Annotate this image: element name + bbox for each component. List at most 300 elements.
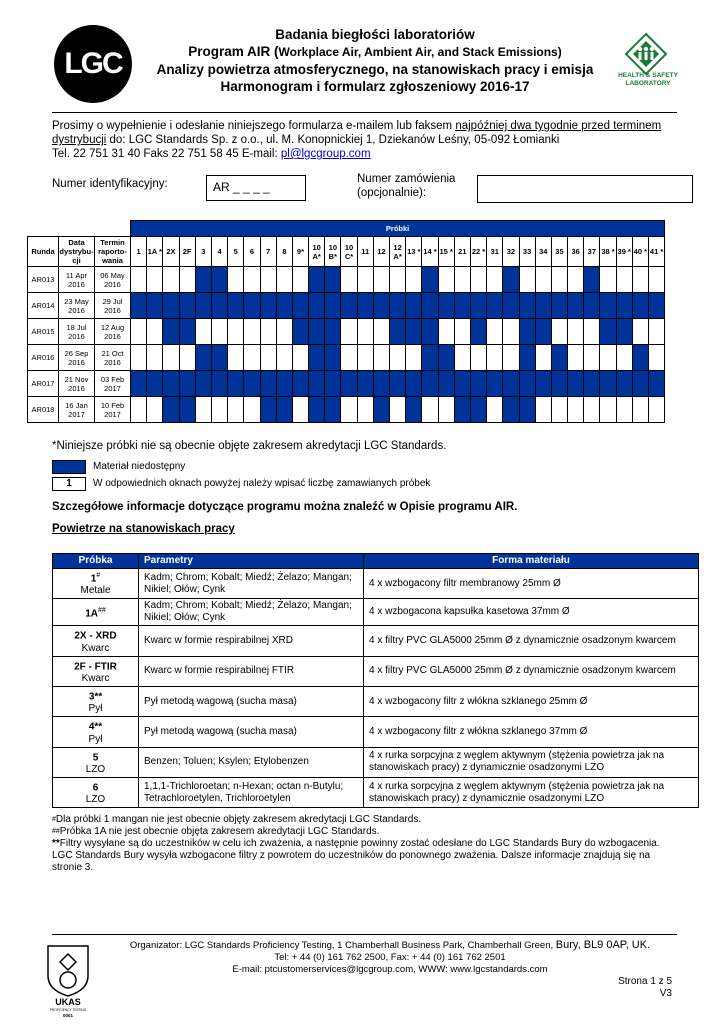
quantity-cell[interactable]	[568, 345, 584, 371]
unavailable-cell	[325, 371, 341, 397]
unavailable-cell	[357, 293, 373, 319]
unavailable-cell	[406, 293, 422, 319]
quantity-cell[interactable]	[600, 267, 616, 293]
quantity-cell[interactable]	[600, 345, 616, 371]
probka-cell: 6 LZO	[53, 777, 139, 807]
ukas-logo	[42, 942, 94, 1018]
unavailable-cell	[422, 267, 438, 293]
schedule-row	[28, 319, 665, 345]
quantity-cell[interactable]	[276, 345, 292, 371]
row-termin: 10 Feb 2017	[95, 397, 131, 423]
unavailable-cell	[211, 371, 227, 397]
quantity-cell[interactable]	[147, 267, 163, 293]
quantity-cell[interactable]	[600, 397, 616, 423]
col-sample: 4	[211, 237, 227, 267]
unavailable-cell	[519, 319, 535, 345]
col-sample: 12	[373, 237, 389, 267]
unavailable-cell	[649, 371, 665, 397]
unavailable-cell	[260, 397, 276, 423]
unavailable-cell	[163, 293, 179, 319]
col-sample: 32	[503, 237, 519, 267]
quantity-cell[interactable]	[341, 397, 357, 423]
unavailable-cell	[600, 319, 616, 345]
order-label: Numer zamówienia (opcjonalnie):	[357, 173, 456, 199]
quantity-cell[interactable]	[503, 345, 519, 371]
schedule-row	[28, 293, 665, 319]
parametry-cell: Pył metodą wagową (sucha masa)	[139, 686, 364, 716]
parameter-row	[53, 717, 699, 747]
unavailable-cell	[535, 319, 551, 345]
quantity-cell[interactable]	[438, 267, 454, 293]
quantity-cell[interactable]	[632, 267, 648, 293]
quantity-cell[interactable]	[438, 319, 454, 345]
unavailable-cell	[519, 371, 535, 397]
svg-text:0001: 0001	[62, 1013, 74, 1018]
quantity-cell[interactable]	[244, 345, 260, 371]
col-sample: 11	[357, 237, 373, 267]
unavailable-cell	[325, 397, 341, 423]
quantity-cell[interactable]	[584, 397, 600, 423]
quantity-cell[interactable]	[616, 345, 632, 371]
quantity-cell[interactable]	[584, 319, 600, 345]
unavailable-cell	[568, 371, 584, 397]
unavailable-cell	[503, 397, 519, 423]
quantity-cell[interactable]	[228, 345, 244, 371]
unavailable-cell	[470, 397, 486, 423]
unavailable-cell	[551, 371, 567, 397]
parametry-cell: Pył metodą wagową (sucha masa)	[139, 717, 364, 747]
footnotes: #Dla próbki 1 mangan nie jest obecnie objęty zakresem akredytacji LGC Standards. ##Próbka 1A nie jest obecnie objęta zakresem akredytacji LGC Standards. **Filtry wysyłane są do uczestników w celu ich zważenia, a następnie powinny zostać odesłane do LGC Standards Bury do wzbogacenia. LGC Standards Bury wysyła wzbogacone filtry z powrotem do uczestników do ponownego zważenia. Dalsze informacje znajdują się na stronie 3.	[52, 814, 660, 873]
order-number-field[interactable]	[477, 175, 693, 203]
quantity-cell[interactable]	[244, 319, 260, 345]
unavailable-cell	[211, 345, 227, 371]
col-sample: 35	[551, 237, 567, 267]
unavailable-cell	[163, 397, 179, 423]
unavailable-cell	[632, 371, 648, 397]
probka-cell: 2X - XRD Kwarc	[53, 626, 139, 656]
col-sample: 10 C*	[341, 237, 357, 267]
quantity-cell[interactable]	[244, 397, 260, 423]
unavailable-cell	[211, 293, 227, 319]
unavailable-cell	[325, 267, 341, 293]
unavailable-cell	[163, 319, 179, 345]
unavailable-cell	[422, 371, 438, 397]
quantity-cell[interactable]	[470, 267, 486, 293]
accreditation-note: *Niniejsze próbki nie są obecnie objęte zakresem akredytacji LGC Standards.	[52, 440, 447, 452]
quantity-cell[interactable]	[487, 267, 503, 293]
unavailable-cell	[616, 319, 632, 345]
quantity-cell[interactable]	[568, 267, 584, 293]
parametry-cell: Benzen; Toluen; Ksylen; Etylobenzen	[139, 747, 364, 777]
schedule-row	[28, 267, 665, 293]
quantity-cell[interactable]	[568, 397, 584, 423]
quantity-cell[interactable]	[228, 319, 244, 345]
col-sample: 9*	[292, 237, 308, 267]
unavailable-cell	[438, 293, 454, 319]
unavailable-cell	[244, 293, 260, 319]
quantity-cell[interactable]	[535, 345, 551, 371]
quantity-cell[interactable]	[228, 397, 244, 423]
quantity-cell[interactable]	[454, 319, 470, 345]
unavailable-cell	[535, 371, 551, 397]
schedule-row	[28, 397, 665, 423]
unavailable-cell	[422, 345, 438, 371]
unavailable-cell	[551, 345, 567, 371]
quantity-cell[interactable]	[341, 345, 357, 371]
col-sample: 1	[131, 237, 147, 267]
col-sample: 36	[568, 237, 584, 267]
forma-cell: 4 x wzbogacona kapsułka kasetowa 37mm Ø	[364, 599, 699, 626]
quantity-cell[interactable]	[649, 397, 665, 423]
quantity-cell[interactable]	[147, 319, 163, 345]
unavailable-cell	[179, 371, 195, 397]
row-runda: AR014	[28, 293, 59, 319]
unavailable-cell	[503, 267, 519, 293]
col-sample: 8	[276, 237, 292, 267]
row-data: 16 Jan 2017	[59, 397, 95, 423]
forma-cell: 4 x filtry PVC GLA5000 25mm Ø z dynamicznie osadzonym kwarcem	[364, 626, 699, 656]
unavailable-cell	[584, 267, 600, 293]
email-link[interactable]: pl@lgcgroup.com	[280, 148, 371, 160]
unavailable-cell	[309, 293, 325, 319]
quantity-cell[interactable]	[292, 397, 308, 423]
unavailable-cell	[584, 293, 600, 319]
parameter-row	[53, 656, 699, 686]
quantity-cell[interactable]	[406, 345, 422, 371]
col-sample: 40 *	[632, 237, 648, 267]
quantity-cell[interactable]	[470, 345, 486, 371]
col-sample: 21	[454, 237, 470, 267]
quantity-cell[interactable]	[535, 397, 551, 423]
unavailable-cell	[211, 267, 227, 293]
row-termin: 21 Oct 2016	[95, 345, 131, 371]
unavailable-cell	[438, 371, 454, 397]
unavailable-cell	[341, 371, 357, 397]
quantity-cell[interactable]	[584, 345, 600, 371]
row-data: 26 Sep 2016	[59, 345, 95, 371]
quantity-cell[interactable]	[649, 345, 665, 371]
parametry-cell: Kadm; Chrom; Kobalt; Miedź; Żelazo; Mangan; Nikiel; Ołów; Cynk	[139, 599, 364, 626]
col-sample: 13 *	[406, 237, 422, 267]
unavailable-cell	[632, 293, 648, 319]
col-sample: 15 *	[438, 237, 454, 267]
unavailable-cell	[503, 293, 519, 319]
row-data: 11 Apr 2016	[59, 267, 95, 293]
col-sample: 31	[487, 237, 503, 267]
quantity-cell[interactable]	[373, 345, 389, 371]
unavailable-cell	[195, 371, 211, 397]
row-termin: 29 Jul 2016	[95, 293, 131, 319]
quantity-cell[interactable]	[179, 345, 195, 371]
unavailable-cell	[341, 293, 357, 319]
quantity-cell[interactable]	[211, 319, 227, 345]
unavailable-cell	[390, 319, 406, 345]
row-data: 21 Nov 2016	[59, 371, 95, 397]
probka-cell: 4** Pył	[53, 717, 139, 747]
quantity-cell[interactable]	[211, 397, 227, 423]
page-number: Strona 1 z 5 V3	[618, 976, 672, 999]
footer-divider	[52, 934, 677, 935]
quantity-cell[interactable]	[131, 319, 147, 345]
unavailable-cell	[163, 371, 179, 397]
unavailable-cell	[147, 293, 163, 319]
col-sample: 33	[519, 237, 535, 267]
unavailable-cell	[406, 397, 422, 423]
quantity-cell[interactable]	[487, 319, 503, 345]
unavailable-cell	[195, 267, 211, 293]
quantity-cell[interactable]	[438, 397, 454, 423]
unavailable-cell	[632, 345, 648, 371]
quantity-cell[interactable]	[632, 397, 648, 423]
col-sample: 41 *	[649, 237, 665, 267]
unavailable-cell	[454, 293, 470, 319]
unavailable-cell	[276, 371, 292, 397]
col-sample: 34	[535, 237, 551, 267]
svg-text:UKAS: UKAS	[55, 997, 81, 1007]
col-runda: Runda	[28, 237, 59, 267]
forma-cell: 4 x rurka sorpcyjna z węglem aktywnym (stężenia powietrza jak na stanowiskach pracy) z dynamicznie osadzonymi LZO	[364, 777, 699, 807]
unavailable-cell	[568, 293, 584, 319]
hsl-logo-text: HEALTH & SAFETY LABORATORY	[618, 72, 678, 87]
legend-unavailable-text: Materiał niedostępny	[93, 461, 186, 472]
unavailable-cell	[406, 319, 422, 345]
forma-cell: 4 x rurka sorpcyjna z węglem aktywnym (stężenia powietrza jak na stanowiskach pracy) z dynamicznie osadzonymi LZO	[364, 747, 699, 777]
probki-header: Próbki	[131, 221, 665, 237]
unavailable-cell	[422, 319, 438, 345]
probka-cell: 1# Metale	[53, 569, 139, 599]
quantity-cell[interactable]	[260, 267, 276, 293]
quantity-cell[interactable]	[390, 267, 406, 293]
unavailable-cell	[228, 293, 244, 319]
unavailable-cell	[470, 371, 486, 397]
page-title: Badania biegłości laboratoriów Program AIR (Workplace Air, Ambient Air, and Stack Emissions) Analizy powietrza atmosferycznego, na stanowiskach pracy i emisja Harmonogram i formularz zgłoszeniowy 2016-17	[156, 27, 594, 94]
unavailable-cell	[309, 397, 325, 423]
unavailable-cell	[292, 319, 308, 345]
quantity-cell[interactable]	[341, 267, 357, 293]
col-sample: 12 A*	[390, 237, 406, 267]
forma-cell: 4 x wzbogacony filtr z włókna szklanego 25mm Ø	[364, 686, 699, 716]
unavailable-cell	[325, 319, 341, 345]
quantity-cell[interactable]	[244, 267, 260, 293]
quantity-cell[interactable]	[260, 345, 276, 371]
legend-unavailable-swatch	[52, 460, 86, 474]
probka-cell: 2F - FTIR Kwarc	[53, 656, 139, 686]
quantity-cell[interactable]	[131, 345, 147, 371]
forma-cell: 4 x wzbogacony filtr membranowy 25mm Ø	[364, 569, 699, 599]
quantity-cell[interactable]	[260, 319, 276, 345]
unavailable-cell	[438, 345, 454, 371]
quantity-cell[interactable]	[357, 345, 373, 371]
row-runda: AR015	[28, 319, 59, 345]
lgc-logo: LGC	[54, 25, 132, 103]
quantity-cell[interactable]	[147, 397, 163, 423]
col-sample: 38 *	[600, 237, 616, 267]
forma-cell: 4 x wzbogacony filtr z włókna szklanego 37mm Ø	[364, 717, 699, 747]
unavailable-cell	[454, 371, 470, 397]
quantity-cell[interactable]	[131, 397, 147, 423]
unavailable-cell	[470, 293, 486, 319]
quantity-cell[interactable]	[276, 319, 292, 345]
col-sample: 22 *	[470, 237, 486, 267]
quantity-cell[interactable]	[373, 267, 389, 293]
quantity-cell[interactable]	[179, 267, 195, 293]
col-sample: 14 *	[422, 237, 438, 267]
unavailable-cell	[390, 293, 406, 319]
col-forma: Forma materiału	[364, 554, 699, 569]
unavailable-cell	[131, 293, 147, 319]
quantity-cell[interactable]	[454, 267, 470, 293]
row-termin: 12 Aug 2016	[95, 319, 131, 345]
quantity-cell[interactable]	[551, 397, 567, 423]
unavailable-cell	[276, 293, 292, 319]
quantity-cell[interactable]	[406, 267, 422, 293]
legend-quantity-text: W odpowiednich oknach powyżej należy wpisać liczbę zamawianych próbek	[93, 478, 431, 489]
unavailable-cell	[373, 371, 389, 397]
unavailable-cell	[600, 293, 616, 319]
unavailable-cell	[519, 397, 535, 423]
section-heading: Powietrze na stanowiskach pracy	[52, 523, 235, 535]
quantity-cell[interactable]	[649, 319, 665, 345]
quantity-cell[interactable]	[228, 267, 244, 293]
more-info-text: Szczegółowe informacje dotyczące programu można znaleźć w Opisie programu AIR.	[52, 501, 518, 513]
quantity-cell[interactable]	[519, 267, 535, 293]
unavailable-cell	[454, 397, 470, 423]
unavailable-cell	[519, 345, 535, 371]
quantity-cell[interactable]	[292, 345, 308, 371]
col-sample: 39 *	[616, 237, 632, 267]
quantity-cell[interactable]	[341, 319, 357, 345]
parameter-row	[53, 569, 699, 599]
row-runda: AR016	[28, 345, 59, 371]
col-sample: 6	[244, 237, 260, 267]
unavailable-cell	[276, 397, 292, 423]
quantity-cell[interactable]	[487, 397, 503, 423]
unavailable-cell	[309, 319, 325, 345]
col-sample: 37	[584, 237, 600, 267]
id-field[interactable]: AR _ _ _ _	[206, 175, 306, 201]
quantity-cell[interactable]	[454, 345, 470, 371]
quantity-cell[interactable]	[357, 267, 373, 293]
quantity-cell[interactable]	[357, 397, 373, 423]
col-sample: 10 B*	[325, 237, 341, 267]
quantity-cell[interactable]	[147, 345, 163, 371]
col-parametry: Parametry	[139, 554, 364, 569]
quantity-cell[interactable]	[390, 345, 406, 371]
header-divider	[52, 112, 677, 113]
quantity-cell[interactable]	[131, 267, 147, 293]
col-sample: 7	[260, 237, 276, 267]
parameter-row	[53, 599, 699, 626]
quantity-cell[interactable]	[292, 267, 308, 293]
unavailable-cell	[244, 371, 260, 397]
unavailable-cell	[179, 397, 195, 423]
quantity-cell[interactable]	[487, 345, 503, 371]
quantity-cell[interactable]	[551, 267, 567, 293]
quantity-cell[interactable]	[649, 267, 665, 293]
unavailable-cell	[325, 293, 341, 319]
unavailable-cell	[600, 371, 616, 397]
probka-cell: 5 LZO	[53, 747, 139, 777]
parameter-row	[53, 686, 699, 716]
unavailable-cell	[309, 371, 325, 397]
row-data: 23 May 2016	[59, 293, 95, 319]
parameter-row	[53, 777, 699, 807]
parameters-table	[52, 553, 699, 808]
quantity-cell[interactable]	[422, 397, 438, 423]
schedule-row	[28, 371, 665, 397]
svg-text:PROFICIENCY TESTING: PROFICIENCY TESTING	[49, 1008, 87, 1012]
unavailable-cell	[649, 293, 665, 319]
unavailable-cell	[503, 371, 519, 397]
unavailable-cell	[292, 371, 308, 397]
quantity-cell[interactable]	[163, 345, 179, 371]
col-sample: 5	[228, 237, 244, 267]
quantity-cell[interactable]	[276, 267, 292, 293]
quantity-cell[interactable]	[195, 397, 211, 423]
unavailable-cell	[325, 345, 341, 371]
unavailable-cell	[260, 293, 276, 319]
col-sample: 2X	[163, 237, 179, 267]
col-termin: Termin raporto-wania	[95, 237, 131, 267]
quantity-cell[interactable]	[551, 319, 567, 345]
unavailable-cell	[179, 293, 195, 319]
quantity-cell[interactable]	[373, 319, 389, 345]
quantity-cell[interactable]	[535, 267, 551, 293]
col-data: Data dystrybu-cji	[59, 238, 94, 265]
unavailable-cell	[357, 371, 373, 397]
quantity-cell[interactable]	[568, 319, 584, 345]
parametry-cell: Kadm; Chrom; Kobalt; Miedź; Żelazo; Mangan; Nikiel; Ołów; Cynk	[139, 569, 364, 599]
quantity-cell[interactable]	[616, 397, 632, 423]
unavailable-cell	[373, 397, 389, 423]
id-label: Numer identyfikacyjny:	[52, 178, 168, 190]
row-termin: 03 Feb 2017	[95, 371, 131, 397]
probka-cell: 3** Pył	[53, 686, 139, 716]
unavailable-cell	[373, 293, 389, 319]
parametry-cell: Kwarc w formie respirabilnej FTIR	[139, 656, 364, 686]
quantity-cell[interactable]	[357, 319, 373, 345]
row-data: 18 Jul 2016	[59, 319, 95, 345]
probka-cell: 1A##	[53, 599, 139, 626]
unavailable-cell	[519, 293, 535, 319]
parametry-cell: 1,1,1-Trichloroetan; n-Hexan; octan n-Butylu; Tetrachloroetylen, Trichloroetylen	[139, 777, 364, 807]
unavailable-cell	[390, 371, 406, 397]
unavailable-cell	[292, 293, 308, 319]
unavailable-cell	[551, 293, 567, 319]
quantity-cell[interactable]	[195, 319, 211, 345]
unavailable-cell	[228, 371, 244, 397]
quantity-cell[interactable]	[503, 319, 519, 345]
quantity-cell[interactable]	[632, 319, 648, 345]
legend-quantity-box: 1	[52, 477, 86, 491]
unavailable-cell	[147, 371, 163, 397]
unavailable-cell	[487, 371, 503, 397]
unavailable-cell	[179, 319, 195, 345]
quantity-cell[interactable]	[616, 267, 632, 293]
unavailable-cell	[131, 371, 147, 397]
unavailable-cell	[309, 345, 325, 371]
quantity-cell[interactable]	[163, 267, 179, 293]
schedule-row	[28, 345, 665, 371]
unavailable-cell	[584, 371, 600, 397]
quantity-cell[interactable]	[390, 397, 406, 423]
row-termin: 06 May 2016	[95, 267, 131, 293]
unavailable-cell	[309, 267, 325, 293]
unavailable-cell	[487, 293, 503, 319]
parameter-row	[53, 747, 699, 777]
intro-text: Prosimy o wypełnienie i odesłanie niniejszego formularza e-mailem lub faksem najpóźniej dwa tygodnie przed terminem dystrybucji do: LGC Standards Sp. z o.o., ul. M. Konopnickiej 1, Dziekanów Leśny, 05-092 Łomianki Tel. 22 751 31 40 Faks 22 751 58 45 E-mail: pl@lgcgroup.com	[52, 120, 662, 160]
row-runda: AR017	[28, 371, 59, 397]
